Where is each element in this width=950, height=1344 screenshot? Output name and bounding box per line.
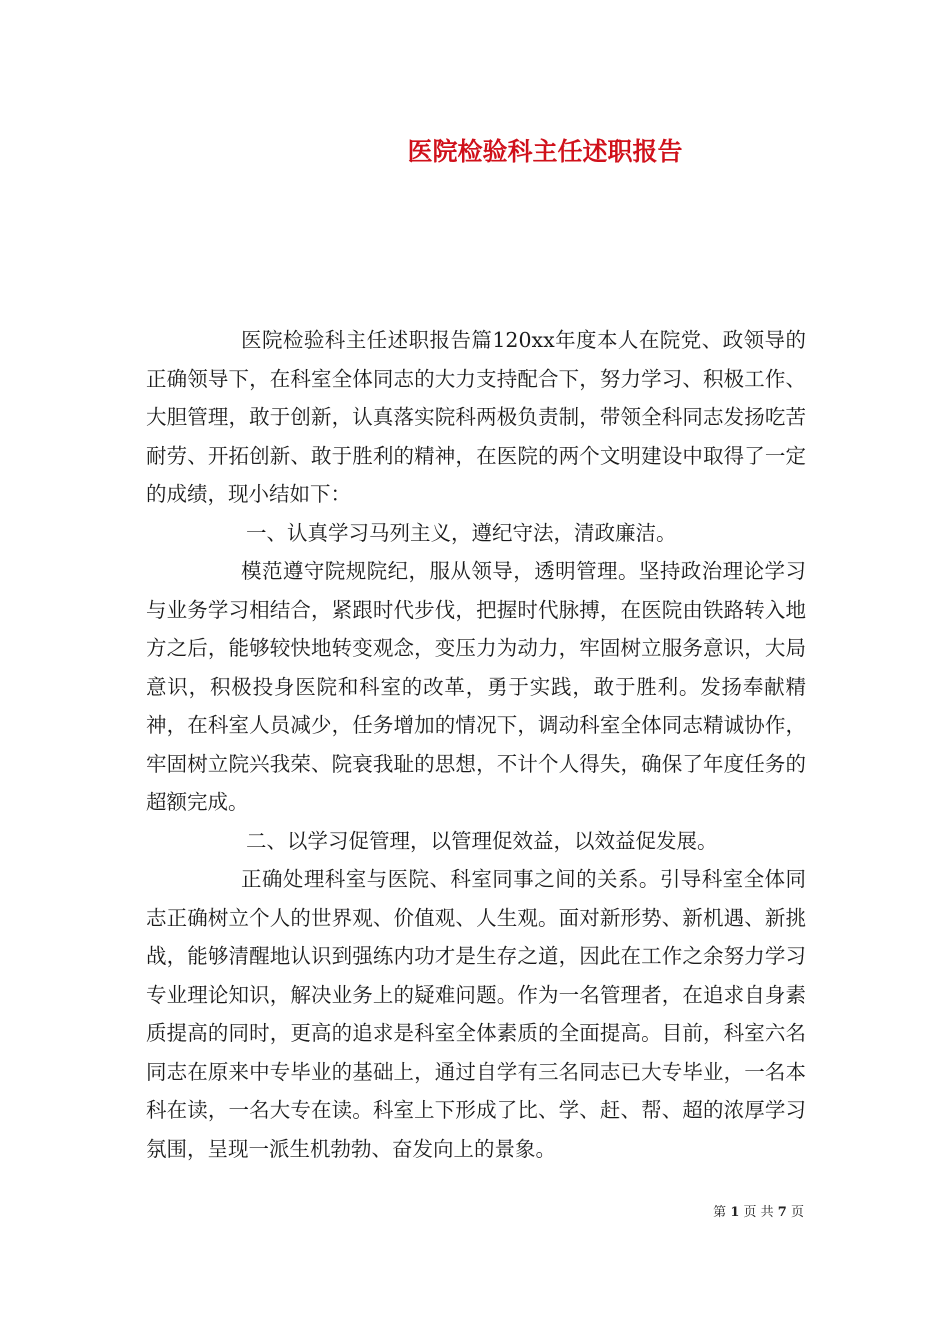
section-heading-2: 二、以学习促管理，以管理促效益，以效益促发展。: [246, 828, 718, 853]
footer-total-pages: 7: [777, 1205, 787, 1220]
footer-middle: 页 共: [743, 1205, 774, 1220]
paragraph-intro: 医院检验科主任述职报告篇120xx年度本人在院党、政领导的正确领导下，在科室全体同志的大力支持配合下，努力学习、积极工作、大胆管理，敢于创新，认真落实院科两极负责制，带领全科同志发扬吃苦耐劳、开拓创新、敢于胜利的精神，在医院的两个文明建设中取得了一定的成绩，现小结如下：: [146, 328, 806, 506]
document-body: [146, 321, 806, 1168]
paragraph-section-2: 正确处理科室与医院、科室同事之间的关系。引导科室全体同志正确树立个人的世界观、价值观、人生观。面对新形势、新机遇、新挑战，能够清醒地认识到强练内功才是生存之道，因此在工作之余努力学习专业理论知识，解决业务上的疑难问题。作为一名管理者，在追求自身素质提高的同时，更高的追求是科室全体素质的全面提高。目前，科室六名同志在原来中专毕业的基础上，通过自学有三名同志已大专毕业，一名本科在读，一名大专在读。科室上下形成了比、学、赶、帮、超的浓厚学习氛围，呈现一派生机勃勃、奋发向上的景象。: [146, 867, 806, 1161]
document-title: 医院检验科主任述职报告: [407, 137, 683, 166]
footer-current-page: 1: [730, 1205, 740, 1220]
section-heading-1: 一、认真学习马列主义，遵纪守法，清政廉洁。: [246, 520, 677, 545]
footer-suffix: 页: [790, 1205, 804, 1220]
footer-prefix: 第: [713, 1205, 727, 1220]
page-footer: [0, 1201, 950, 1220]
paragraph-section-1: 模范遵守院规院纪，服从领导，透明管理。坚持政治理论学习与业务学习相结合，紧跟时代步伐，把握时代脉搏，在医院由铁路转入地方之后，能够较快地转变观念，变压力为动力，牢固树立服务意识，大局意识，积极投身医院和科室的改革，勇于实践，敢于胜利。发扬奉献精神，在科室人员减少，任务增加的情况下，调动科室全体同志精诚协作，牢固树立院兴我荣、院衰我耻的思想，不计个人得失，确保了年度任务的超额完成。: [146, 559, 806, 814]
